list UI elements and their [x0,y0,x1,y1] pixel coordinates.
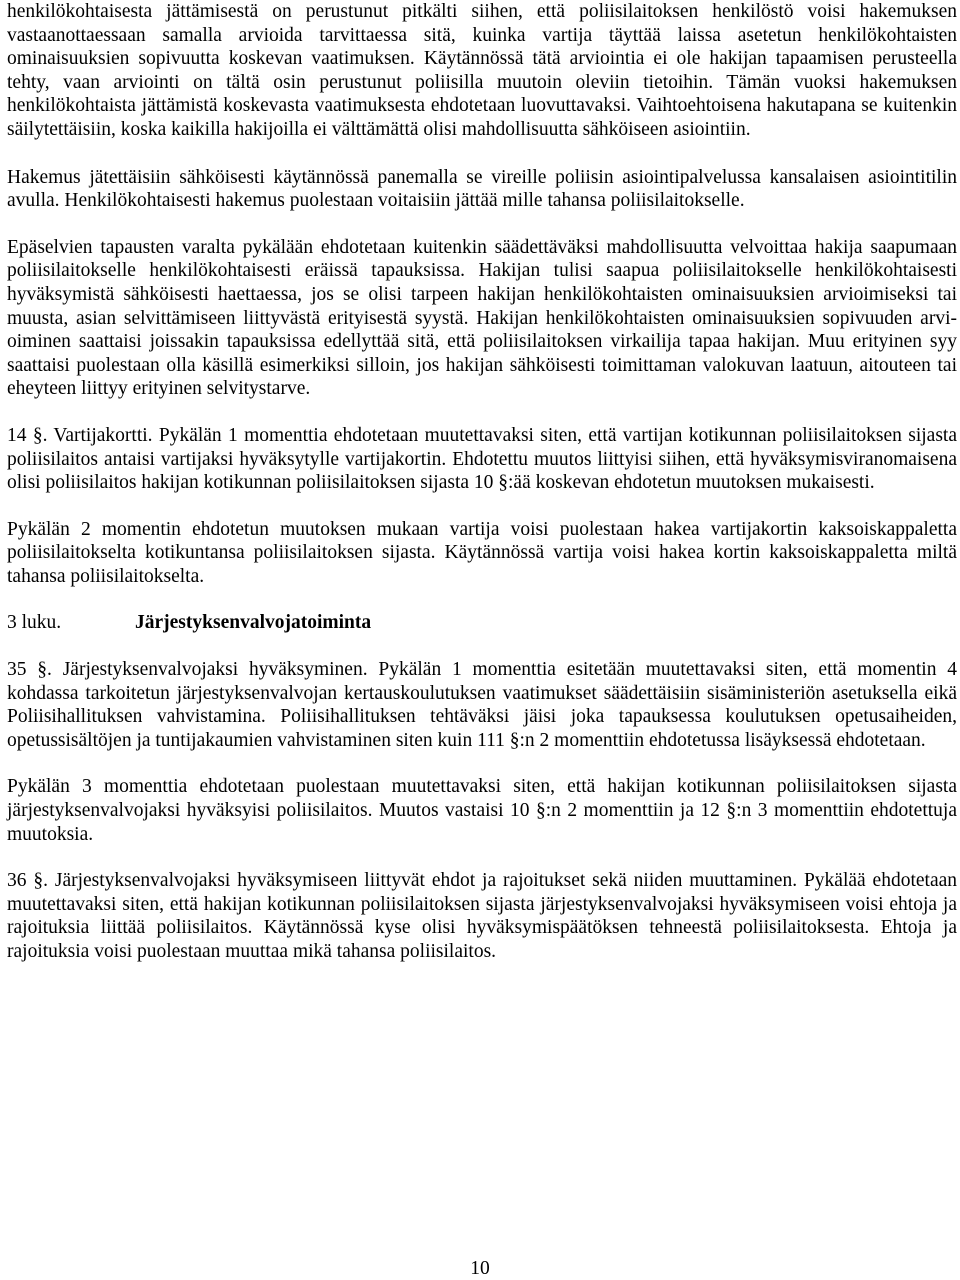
paragraph-section-35-moment-3: Pykälän 3 momenttia ehdotetaan puolestaan muutettavaksi siten, että hakijan kotikunnan poliisilaitoksen sijasta järjestyksenvalvojaksi hyväksyisi poliisilaitos. Muutos vastaisi 10 §:n 2 momenttiin ja 12 §:n 3 momenttiin ehdotettuja muutoksia. [7,776,957,845]
paragraph-electronic-submission: Hakemus jätettäisiin sähköisesti käytännössä panemalla se vireille poliisin asiointipalvelussa kansalaisen asiointitilin avulla. Henkilökohtaisesti hakemus puolestaan voitaisiin jättää mille tahansa poliisilaitokselle. [7,166,957,212]
paragraph-unclear-cases: Epäselvien tapausten varalta pykälään ehdotetaan kuitenkin säädettäväksi mahdollisuutta velvoittaa hakija saapumaan poliisilaitokselle henkilökohtaisesti eräissä tapauksissa. Hakijan tulisi saapua poliisilaitokselle henkilökohtaisesti hyväksymistä sähköisesti haettaessa, jos se olisi tarpeen hakijan henkilökohtaisten ominaisuuksien arvioimiseksi tai muusta, asian selvittämiseen liittyvästä erityisestä syystä. Hakijan henkilökohtaisten ominaisuuksien sopivuuden arvioiminen saattaisi joissakin tapauksissa edellyttää sitä, että poliisilaitoksen virkailija tapaa hakijan. Muu erityinen syy saattaisi puolestaan olla käsillä esimerkiksi silloin, jos hakijan sähköisesti toimittaman valokuvan laatuun, aitouteen tai eheyteen liittyy erityinen selvitystarve. [7,236,957,400]
paragraph-personal-submission: henkilökohtaisesta jättämisestä on perustunut pitkälti siihen, että poliisilaitoksen henkilöstö voisi hakemuksen vastaanottaessaan samalla arvioida tarvittaessa sitä, kuinka vartija täyttää laissa asetetun henkilökohtaisten ominaisuuksien sopivuutta koskevan vaatimuksen. Käytännössä tätä arviointia ei ole hakijan tapaamisen perusteella tehty, vaan arviointi on tältä osin perustunut poliisilla muutoin oleviin tietoihin. Tämän vuoksi hakemuksen henkilökohtaista jättämistä koskevasta vaatimuksesta ehdotetaan luovuttavaksi. Vaihtoehtoisena hakutapana se kuitenkin säilytettäisiin, koska kaikilla hakijoilla ei välttämättä olisi mahdollisuutta sähköiseen asiointiin. [7,1,957,140]
paragraph-section-35: 35 §. Järjestyksenvalvojaksi hyväksyminen. Pykälän 1 momenttia esitetään muutettavaksi siten, että momentin 4 kohdassa tarkoitetun järjestyksenvalvojan kertauskoulutuksen vaatimukset säädettäisiin sisäministeriön asetuksella eikä Poliisihallituksen vahvistamina. Poliisihallituksen tehtäväksi jäisi joka tapauksessa koulutuksen opetusaiheiden, opetussisältöjen ja tuntijakaumien vahvistaminen siten kuin 111 §:n 2 momenttiin ehdotetussa lisäyksessä ehdotetaan. [7,659,957,751]
chapter-number: 3 luku. [7,612,62,634]
paragraph-section-14: 14 §. Vartijakortti. Pykälän 1 momenttia ehdotetaan muutettavaksi siten, että vartijan kotikunnan poliisilaitoksen sijasta poliisilaitos antaisi vartijaksi hyväksytylle vartijakortin. Ehdotettu muutos liittyisi siihen, että hyväksymisviranomaisena olisi poliisilaitos hakijan kotikunnan poliisilaitoksen sijasta 10 §:ää koskevan ehdotetun muutoksen mukaisesti. [7,424,957,494]
chapter-title: Järjestyksenvalvojatoiminta [135,612,372,634]
page-number: 10 [470,1258,490,1279]
chapter-heading [7,611,957,635]
paragraph-section-36: 36 §. Järjestyksenvalvojaksi hyväksymiseen liittyvät ehdot ja rajoitukset sekä niiden muuttaminen. Pykälää ehdotetaan muutettavaksi siten, että hakijan kotikunnan poliisilaitoksen sijasta järjestyksenvalvojaksi hyväksymiseen voisi ehtoja ja rajoituksia liittää poliisilaitos. Käytännössä kyse olisi hyväksymispäätöksen tehneestä poliisilaitoksesta. Ehtoja ja rajoituksia voisi puolestaan muuttaa mikä tahansa poliisilaitos. [7,870,957,962]
paragraph-section-14-moment-2: Pykälän 2 momentin ehdotetun muutoksen mukaan vartija voisi puolestaan hakea vartijakortin kaksoiskappaletta poliisilaitokselta kotikuntansa poliisilaitoksen sijasta. Käytännössä vartija voisi hakea kortin kaksoiskappaletta miltä tahansa poliisilaitokselta. [7,518,957,587]
document-page [7,0,957,964]
